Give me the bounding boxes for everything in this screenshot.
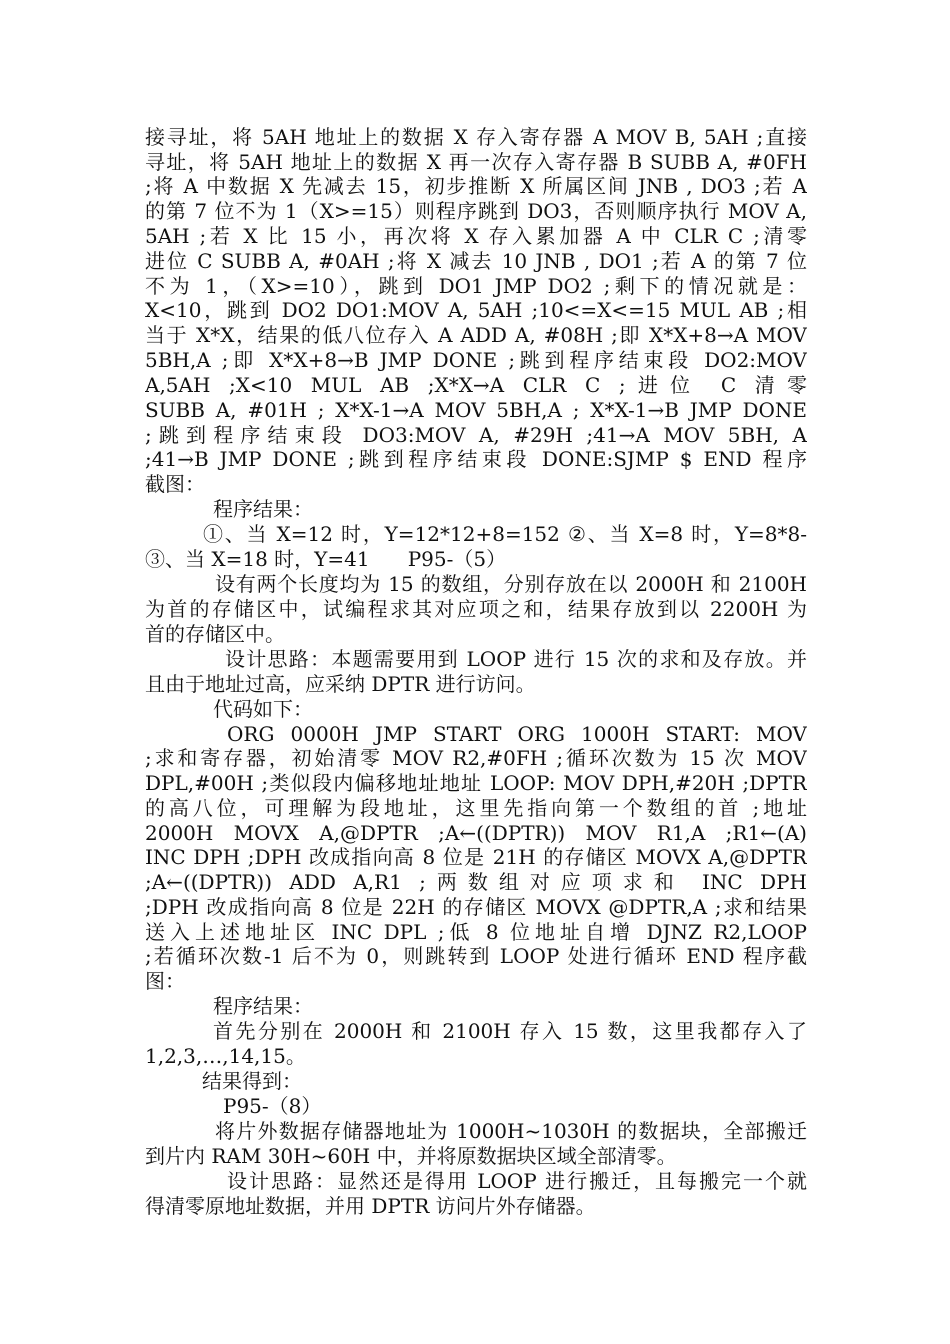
text-line: 得清零原地址数据，并用 DPTR 访问片外存储器。: [145, 1194, 596, 1218]
text-line: 将片外数据存储器地址为 1000H~1030H 的数据块，全部搬迁: [215, 1119, 807, 1143]
text-line: SUBB A, #01H ; X*X-1→A MOV 5BH,A ; X*X-1→B JMP DONE: [145, 398, 807, 422]
text-line: ;将 A 中数据 X 先减去 15，初步推断 X 所属区间 JNB , DO3 ;若 A: [145, 174, 807, 198]
text-line: 寻址，将 5AH 地址上的数据 X 再一次存入寄存器 B SUBB A, #0FH: [145, 150, 807, 174]
text-line: 截图：: [145, 472, 205, 496]
text-line: 图：: [145, 969, 185, 993]
text-line: ;求和寄存器，初始清零 MOV R2,#0FH ;循环次数为 15 次 MOV: [145, 746, 807, 770]
text-line: 不为 1，（X>=10），跳到 DO1 JMP DO2 ;剩下的情况就是：: [145, 274, 807, 298]
text-line: 设计思路：本题需要用到 LOOP 进行 15 次的求和及存放。并: [225, 647, 807, 671]
text-line: 送入上述地址区 INC DPL ;低 8 位地址自增 DJNZ R2,LOOP: [145, 920, 807, 944]
text-line: 首先分别在 2000H 和 2100H 存入 15 数，这里我都存入了: [213, 1019, 807, 1043]
text-line: A,5AH ;X<10 MUL AB ;X*X→A CLR C ;进位 C 清零: [145, 373, 807, 397]
text-line: ORG 0000H JMP START ORG 1000H START: MOV: [227, 722, 807, 746]
text-line: 2000H MOVX A,@DPTR ;A←((DPTR)) MOV R1,A ;R1←(A): [145, 821, 807, 845]
text-line: 进位 C SUBB A, #0AH ;将 X 减去 10 JNB , DO1 ;若 A 的第 7 位: [145, 249, 807, 273]
text-line: 当于 X*X，结果的低八位存入 A ADD A, #08H ;即 X*X+8→A MOV: [145, 323, 807, 347]
text-line: 且由于地址过高，应采纳 DPTR 进行访问。: [145, 672, 536, 696]
text-line: 结果得到：: [202, 1069, 302, 1093]
text-line: X<10，跳到 DO2 DO1:MOV A, 5AH ;10<=X<=15 MUL AB ;相: [145, 298, 807, 322]
text-line: P95-（8）: [223, 1094, 322, 1118]
text-line: 接寻址，将 5AH 地址上的数据 X 存入寄存器 A MOV B, 5AH ;直接: [145, 125, 807, 149]
text-line: 为首的存储区中，试编程求其对应项之和，结果存放到以 2200H 为: [145, 597, 807, 621]
text-line: ;若循环次数-1 后不为 0，则跳转到 LOOP 处进行循环 END 程序截: [145, 944, 807, 968]
text-line: 代码如下：: [213, 697, 313, 721]
text-line: 到片内 RAM 30H~60H 中，并将原数据块区域全部清零。: [145, 1144, 677, 1168]
text-line: 程序结果：: [213, 994, 313, 1018]
text-line: DPL,#00H ;类似段内偏移地址地址 LOOP: MOV DPH,#20H ;DPTR: [145, 771, 807, 795]
text-line: 设计思路：显然还是得用 LOOP 进行搬迁，且每搬完一个就: [227, 1169, 807, 1193]
text-line: 1,2,3,…,14,15。: [145, 1044, 306, 1068]
text-line: ;41→B JMP DONE ;跳到程序结束段 DONE:SJMP $ END 程序: [145, 447, 807, 471]
text-line: 程序结果：: [213, 497, 313, 521]
text-line: 首的存储区中。: [145, 622, 285, 646]
text-line: ①、当 X=12 时，Y=12*12+8=152 ②、当 X=8 时，Y=8*8-: [203, 522, 807, 546]
text-line: ;A←((DPTR)) ADD A,R1 ;两数组对应项求和 INC DPH: [145, 870, 807, 894]
text-line: 的高八位，可理解为段地址，这里先指向第一个数组的首 ;地址: [145, 796, 807, 820]
text-line: ;跳到程序结束段 DO3:MOV A, #29H ;41→A MOV 5BH, A: [145, 423, 807, 447]
text-line: 5AH ;若 X 比 15 小，再次将 X 存入累加器 A 中 CLR C ;清零: [145, 224, 807, 248]
text-line: ③、当 X=18 时，Y=41 P95-（5）: [145, 547, 507, 571]
text-line: ;DPH 改成指向高 8 位是 22H 的存储区 MOVX @DPTR,A ;求和结果: [145, 895, 807, 919]
text-line: 的第 7 位不为 1（X>=15）则程序跳到 DO3，否则顺序执行 MOV A,: [145, 199, 807, 223]
text-line: 设有两个长度均为 15 的数组，分别存放在以 2000H 和 2100H: [215, 572, 807, 596]
text-line: 5BH,A ;即 X*X+8→B JMP DONE ;跳到程序结束段 DO2:MOV: [145, 348, 807, 372]
text-line: INC DPH ;DPH 改成指向高 8 位是 21H 的存储区 MOVX A,@DPTR: [145, 845, 807, 869]
